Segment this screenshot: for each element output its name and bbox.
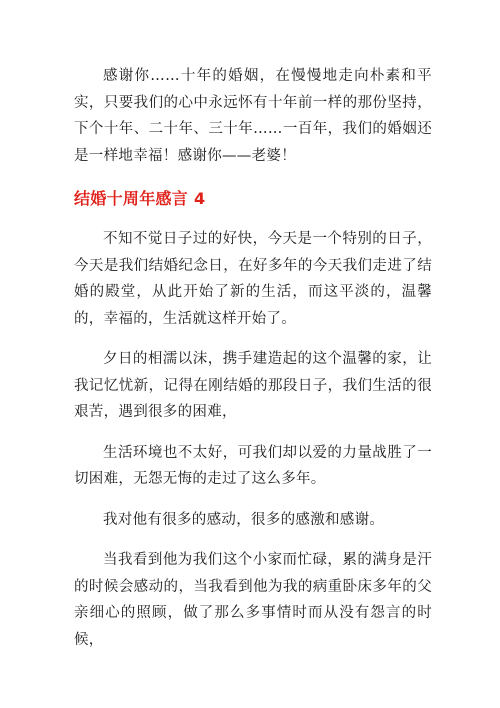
body-paragraph-3: 生活环境也不太好，可我们却以爱的力量战胜了一切困难，无怨无悔的走过了这么多年。 xyxy=(74,444,432,487)
body-paragraph-2: 夕日的相濡以沫，携手建造起的这个温馨的家，让我记忆忧新，记得在刚结婚的那段日子，我们生活的很艰苦，遇到很多的困难， xyxy=(74,351,432,420)
body-paragraph-1: 不知不觉日子过的好快，今天是一个特别的日子，今天是我们结婚纪念日，在好多年的今天我们走进了结婚的殿堂，从此开始了新的生活，而这平淡的，温馨的，幸福的，生活就这样开始了。 xyxy=(74,231,432,327)
body-paragraph-4: 我对他有很多的感动，很多的感激和感谢。 xyxy=(103,511,385,528)
body-paragraph-5: 当我看到他为我们这个小家而忙碌，累的满身是汗的时候会感动的，当我看到他为我的病重卧床多年的父亲细心的照顾，做了那么多事情时而从没有怨言的时候， xyxy=(74,552,432,648)
section-heading: 结婚十周年感言 4 xyxy=(74,189,206,208)
intro-paragraph: 感谢你……十年的婚姻，在慢慢地走向朴素和平实，只要我们的心中永远怀有十年前一样的那份坚持，下个十年、二十年、三十年……一百年，我们的婚姻还是一样地幸福！感谢你——老婆！ xyxy=(74,68,432,164)
